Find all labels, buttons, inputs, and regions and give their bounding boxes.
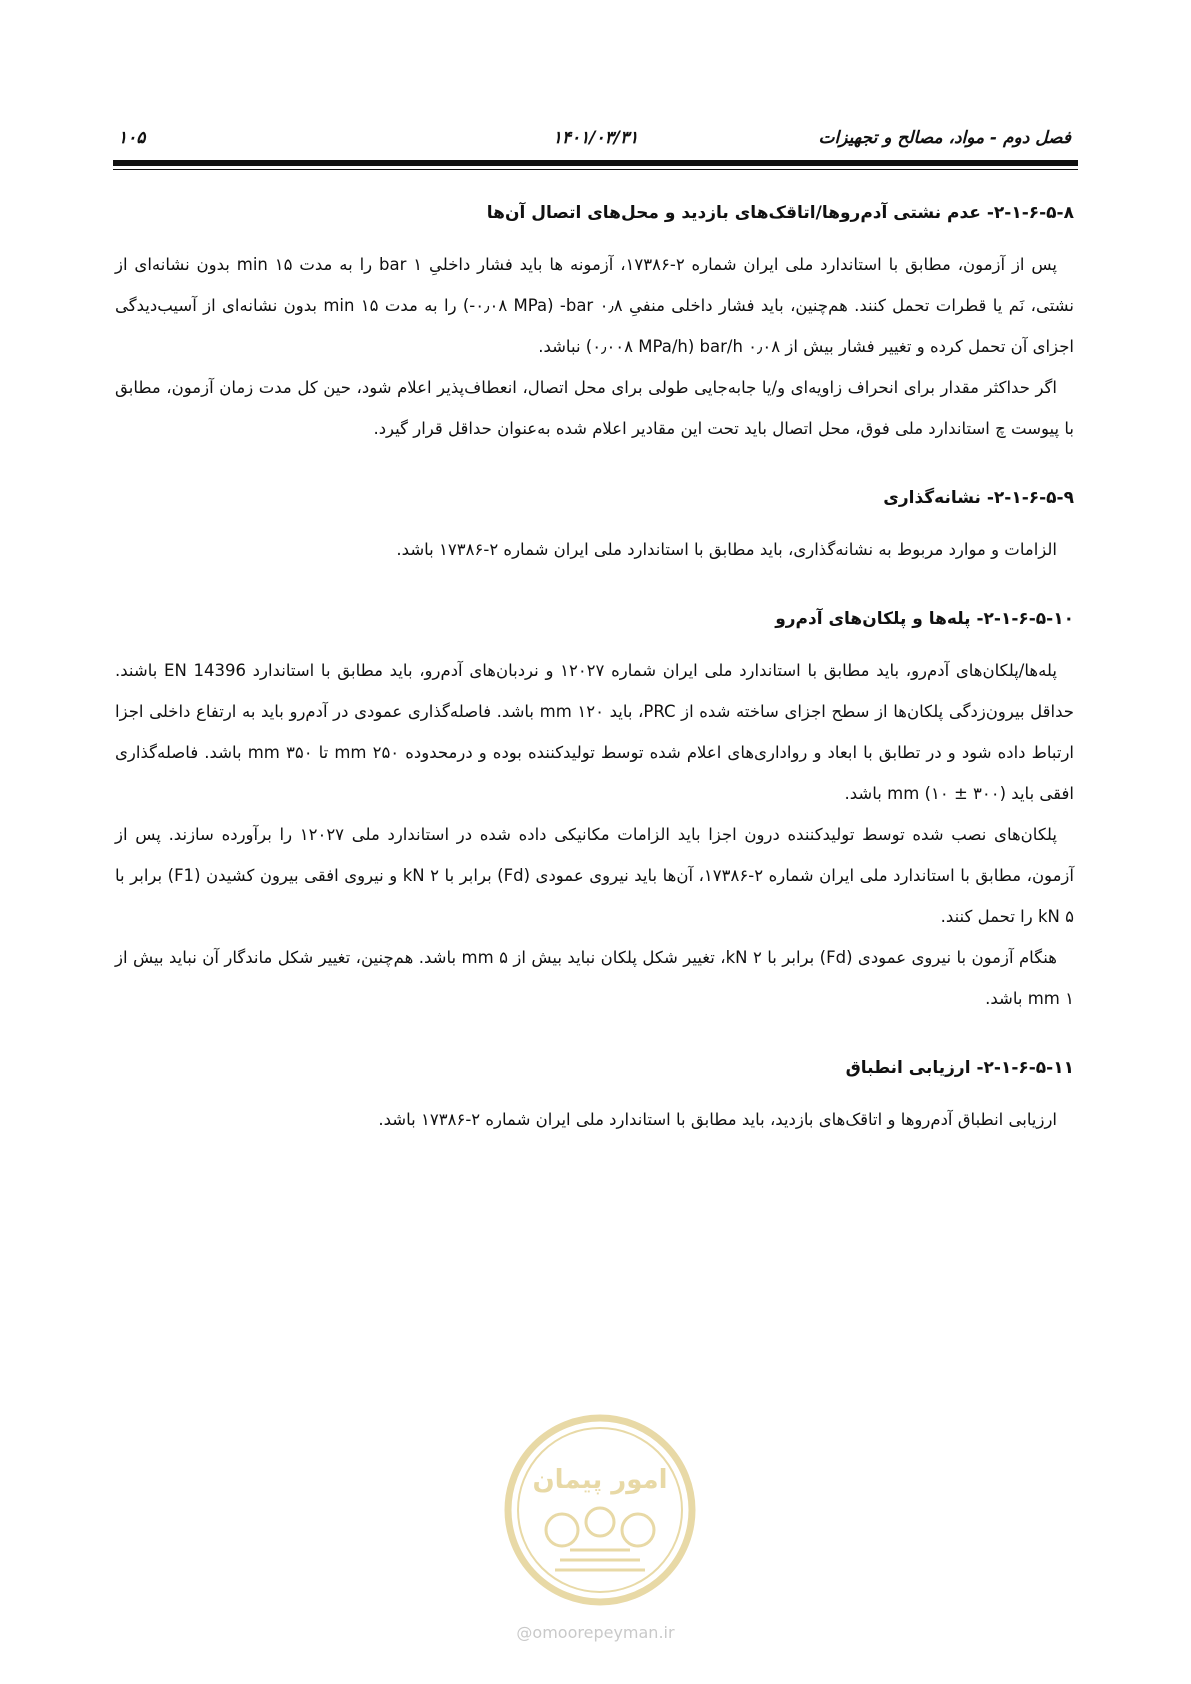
- section-heading: ۲-۱-۶-۵-۱۱- ارزیابی انطباق: [845, 1058, 1074, 1078]
- paragraph: اگر حداکثر مقدار برای انحراف زاویه‌ای و/یا جابه‌جایی طولی برای محل اتصال، انعطاف‌پذیر اعلام شود، حین کل مدت زمان آزمون، مطابق با پیوست چ استاندارد ملی فوق، محل اتصال باید تحت این مقادیر اعلام شده به‌عنوان حداقل قرار گیرد.: [115, 378, 1074, 438]
- chapter-title: فصل دوم - مواد، مصالح و تجهیزات: [818, 128, 1071, 148]
- section-steps-ladders: [115, 604, 1074, 1019]
- section-heading: ۲-۱-۶-۵-۱۰- پله‌ها و پلکان‌های آدم‌رو: [775, 609, 1074, 629]
- paragraph: هنگام آزمون با نیروی عمودی (Fd) برابر با ۲ kN، تغییر شکل پلکان نباید بیش از ۵ mm باشد. هم‌چنین، تغییر شکل ماندگار آن نباید بیش از ۱ mm باشد.: [115, 948, 1074, 1008]
- header-rule-thin: [113, 169, 1078, 170]
- section-heading: ۲-۱-۶-۵-۹- نشانه‌گذاری: [883, 488, 1074, 508]
- section-conformity-assessment: [115, 1053, 1074, 1140]
- paragraph: پلکان‌های نصب شده توسط تولیدکننده درون اجزا باید الزامات مکانیکی داده شده در استاندارد ملی ۱۲۰۲۷ را برآورده سازند. پس از آزمون، مطابق با استاندارد ملی ایران شماره ۲-۱۷۳۸۶، آن‌ها باید نیروی عمودی (Fd) برابر با ۲ kN و نیروی افقی بیرون کشیدن (F1) برابر با ۵ kN را تحمل کنند.: [115, 825, 1074, 926]
- publisher-logo: [500, 1410, 700, 1610]
- section-marking: [115, 483, 1074, 570]
- website-watermark: @omoorepeyman.ir: [516, 1623, 675, 1642]
- paragraph: پله‌ها/پلکان‌های آدم‌رو، باید مطابق با استاندارد ملی ایران شماره ۱۲۰۲۷ و نردبان‌های آدم‌رو، باید مطابق با استاندارد EN 14396 باشند. حداقل بیرون‌زدگی پلکان‌ها از سطح اجزای ساخته شده از PRC، باید ۱۲۰ mm باشد. فاصله‌گذاری عمودی در آدم‌رو باید به ارتفاع داخلی اجزا ارتباط داده شود و در تطابق با ابعاد و رواداری‌های اعلام شده توسط تولیدکننده بوده و درمحدوده ۲۵۰ mm تا ۳۵۰ mm باشد. فاصله‌گذاری افقی باید (۳۰۰ ± ۱۰) mm باشد.: [115, 661, 1075, 803]
- paragraph: الزامات و موارد مربوط به نشانه‌گذاری، باید مطابق با استاندارد ملی ایران شماره ۲-۱۷۳۸۶ باشد.: [396, 540, 1057, 559]
- section-heading: ۲-۱-۶-۵-۸- عدم نشتی آدم‌روها/اتاقک‌های بازدید و محل‌های اتصال آن‌ها: [486, 203, 1074, 223]
- page-number: ۱۰۵: [118, 128, 146, 148]
- header-rule-thick: [113, 160, 1078, 166]
- paragraph: پس از آزمون، مطابق با استاندارد ملی ایران شماره ۲-۱۷۳۸۶، آزمونه ها باید فشار داخلیِ ۱ bar را به مدت ۱۵ min بدون نشانه‌ای از نشتی، نَم یا قطرات تحمل کنند. هم‌چنین، باید فشار داخلی منفیِ ۰٫۸ bar- (۰٫۰۸ MPa-) را به مدت ۱۵ min بدون نشانه‌ای از آسیب‌دیدگی اجزای آن تحمل کرده و تغییر فشار بیش از ۰٫۰۸ bar/h (۰٫۰۰۸ MPa/h) نباشد.: [115, 255, 1074, 356]
- header-date: ۱۴۰۱/۰۳/۳۱: [552, 128, 639, 148]
- section-leak-tightness: [115, 198, 1074, 449]
- document-body: [115, 198, 1074, 1174]
- logo-wordmark: امور پیمان: [532, 1465, 668, 1495]
- paragraph: ارزیابی انطباق آدم‌روها و اتاقک‌های بازدید، باید مطابق با استاندارد ملی ایران شماره ۲-۱۷۳۸۶ باشد.: [378, 1110, 1057, 1129]
